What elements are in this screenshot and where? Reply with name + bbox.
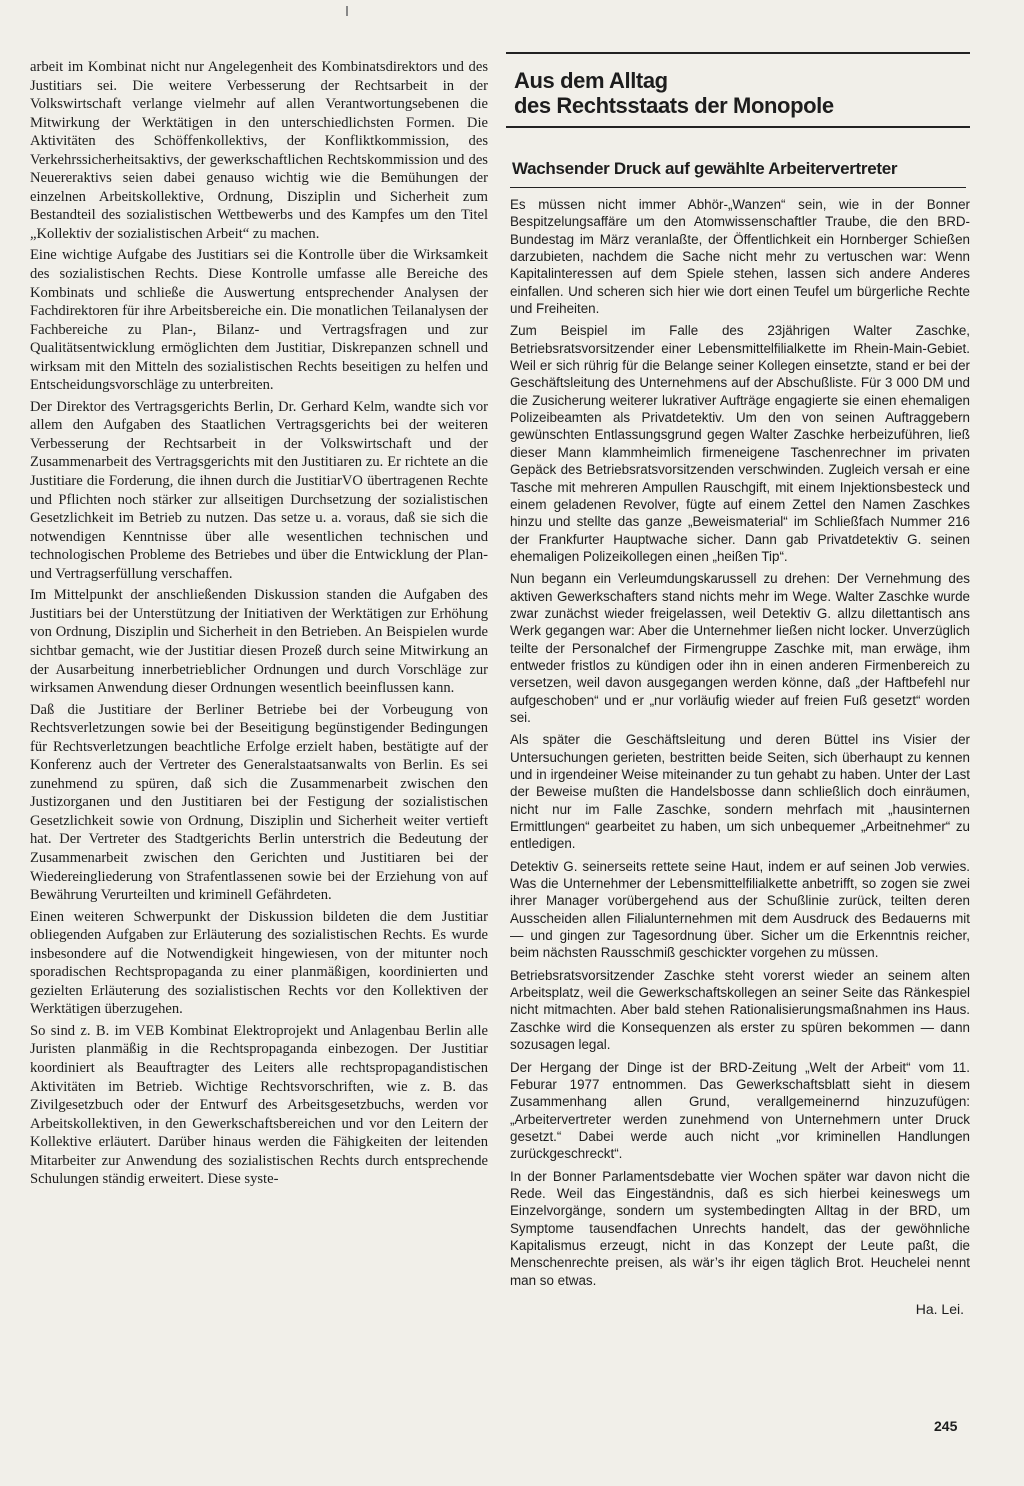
right-paragraph-5: Detektiv G. seinerseits rettete seine Haut, indem er auf seinen Job verwies. Was die Unternehmer der Lebensmittelfilialkette anbetrifft, so zogen sie zwei ihrer Manager vorübergehend aus der Schußlinie zurück, teilten deren Ausscheiden allen Filialunternehmen mit dem Ausdruck des Bedauerns mit — und gingen zur Tagesordnung über. Sicher um die Erkenntnis reicher, beim nächsten Rausschmiß geschickter vorgehen zu müssen.	[510, 858, 970, 961]
section-heading	[514, 68, 962, 118]
right-paragraph-8: In der Bonner Parlamentsdebatte vier Wochen später war davon nicht die Rede. Weil das Eingeständnis, daß es sich hierbei keineswegs um Einzelvorgänge, sondern um systembedingten Alltag in der BRD, um Symptome tausendfachen Unrechts handelt, das der gewöhnliche Kapitalismus erzeugt, nicht in das Konzept der Leute paßt, die Menschenrechte preisen, als wär’s ihr eigen täglich Brot. Heuchelei nennt man so etwas.	[510, 1168, 970, 1288]
right-paragraph-4: Als später die Geschäftsleitung und deren Büttel ins Visier der Untersuchungen gerieten, bestritten beide Seiten, sich überhaupt zu kennen und in irgendeiner Weise miteinander zu tun gehabt zu haben. Unter der Last der Beweise mußten die Handelsbosse dann schließlich doch einräumen, nicht nur im Falle Zaschke, sondern mehrfach mit „hausinternen Ermittlungen“ gearbeitet zu haben, um sich unbequemer „Arbeitnehmer“ zu entledigen.	[510, 732, 970, 852]
left-paragraph-4: Im Mittelpunkt der anschließenden Diskussion standen die Aufgaben des Justitiars bei der Unterstützung der Initiativen der Werktätigen zur Erhöhung von Ordnung, Disziplin und Sicherheit in den Betrieben. An Beispielen wurde sichtbar gemacht, wie der Justitiar diesen Prozeß durch seine Mitwirkung an der Ausarbeitung innerbetrieblicher Ordnungen und durch Vorschläge zur wirksamen Anwendung dieser Ordnungen wesentlich beeinflussen kann.	[30, 587, 488, 697]
scan-speck	[346, 6, 348, 16]
left-paragraph-7: So sind z. B. im VEB Kombinat Elektroprojekt und Anlagenbau Berlin alle Juristen planmäßig in die Rechtspropaganda einbezogen. Der Justitiar koordiniert als Beauftragter des Leiters alle rechtspropagandistischen Aktivitäten im Betrieb. Wichtige Rechtsvorschriften, wie z. B. das Zivilgesetzbuch oder der Entwurf des Arbeitsgesetzbuchs, werden vor Arbeitskollektiven, in den Gewerkschaftsbereichen und vor den Leitern der Kollektive erläutert. Darüber hinaus werden die Fähigkeiten der leitenden Mitarbeiter zur Anwendung des sozialistischen Rechts durch entsprechende Schulungen ständig erweitert. Diese syste-	[30, 1022, 488, 1188]
section-heading-line-1: Aus dem Alltag	[514, 68, 668, 93]
author-signature: Ha. Lei.	[915, 1300, 964, 1317]
left-paragraph-3: Der Direktor des Vertragsgerichts Berlin, Dr. Gerhard Kelm, wandte sich vor allem den Aufgaben des Staatlichen Vertragsgerichts bei der weiteren Verbesserung der Rechtsarbeit in der Volkswirtschaft und der Zusammenarbeit des Vertragsgerichts mit den Justitiaren zu. Er richtete an die Justitiare die Forderung, die ihnen durch die JustitiarVO übertragenen Rechte und Pflichten noch stärker zur allseitigen Durchsetzung der sozialistischen Gesetzlichkeit im Betrieb zu nutzen. Das setze u. a. voraus, daß sie sich die notwendigen Kenntnisse über alle wesentlichen technischen und technologischen Probleme des Betriebes und über die Entwicklung der Plan- und Vertragserfüllung verschaffen.	[30, 398, 488, 582]
left-paragraph-1: arbeit im Kombinat nicht nur Angelegenheit des Kombinatsdirektors und des Justitiars sei. Die weitere Verbesserung der Rechtsarbeit in der Volkswirtschaft verlange vielmehr auf allen Verantwortungsebenen die Mitwirkung der Werktätigen in den unterschiedlichsten Formen. Die Aktivitäten des Schöffenkollektivs, der Konfliktkommission, des Verkehrssicherheitsaktivs, der gewerkschaftlichen Rechtskommission und des Neuereraktivs seien dabei genauso wichtig wie die Bemühungen der einzelnen Arbeitskollektive, Ordnung, Disziplin und Sicherheit zum Bestandteil des sozialistischen Wettbewerbs und des Kampfes um den Titel „Kollektiv der sozialistischen Arbeit“ zu machen.	[30, 59, 488, 242]
article-title: Wachsender Druck auf gewählte Arbeitervertreter	[512, 159, 898, 178]
section-heading-line-2: des Rechtsstaats der Monopole	[514, 93, 834, 118]
left-paragraph-6: Einen weiteren Schwerpunkt der Diskussion bildeten die dem Justitiar obliegenden Aufgaben zur Erläuterung des sozialistischen Rechts. Es wurde insbesondere auf die Notwendigkeit hingewiesen, von der mitunter noch sporadischen Rechtspropaganda zu einer planmäßigen, koordinierten und gezielten Erläuterung des sozialistischen Rechts vor den Kollektiven der Werktätigen überzugehen.	[30, 908, 488, 1018]
page-number: 245	[934, 1418, 958, 1434]
right-paragraph-2: Zum Beispiel im Falle des 23jährigen Walter Zaschke, Betriebsratsvorsitzender einer Lebensmittelfilialkette im Rhein-Main-Gebiet. Weil er sich rührig für die Belange seiner Kollegen einsetzte, stand er bei der Geschäftsleitung des Unternehmens auf der Abschußliste. Für 3 000 DM und die Zusicherung weiterer lukrativer Aufträge engagierte sie einen ehemaligen Polizeibeamten als Privatdetektiv. Um den von seinen Auftraggebern gewünschten Entlassungsgrund gegen Walter Zaschke herbeizuführen, ließ dieser Mann klammheimlich firmeneigene Taschenrechner im privaten Gepäck des Betriebsratsvorsitzenden verschwinden. Zugleich versah er eine Tasche mit mehreren Ampullen Rauschgift, mit einem Injektionsbesteck und einem geladenen Revolver, fügte auf einem Zettel den Namen Zaschkes hinzu und stellte das ganze „Beweismaterial“ im Schließfach Nummer 216 der Frankfurter Hauptwache sicher. Dann gab Privatdetektiv G. seinen ehemaligen Polizeikollegen einen „heißen Tip“.	[510, 323, 970, 564]
title-rule	[510, 187, 966, 188]
right-paragraph-3: Nun begann ein Verleumdungskarussell zu drehen: Der Vernehmung des aktiven Gewerkschafters stand nichts mehr im Wege. Walter Zaschke wurde zwar zunächst wieder freigelassen, weil Detektiv G. allzu dilettantisch ans Werk gegangen war: Aber die Unternehmer ließen nicht locker. Unverzüglich teilte der Personalchef der Firmengruppe Zaschke mit, man erwäge, ihm entweder fristlos zu kündigen oder ihn in einen anderen Firmenbereich zu versetzen, weil davon ausgegangen werden könne, daß „der Haftbefehl nur aufgeschoben“ und er „nur vorläufig wieder auf freien Fuß gesetzt“ worden sei.	[510, 571, 970, 725]
right-paragraph-6: Betriebsratsvorsitzender Zaschke steht vorerst wieder an seinem alten Arbeitsplatz, weil die Gewerkschaftskollegen an seiner Seite das Ränkespiel nicht mitmachten. Aber bald stehen Rationalisierungsmaßnahmen ins Haus. Zaschke wird die Konsequenzen als erster zu spüren bekommen — dann sozusagen legal.	[510, 967, 970, 1053]
right-paragraph-7: Der Hergang der Dinge ist der BRD-Zeitung „Welt der Arbeit“ vom 11. Feburar 1977 entnommen. Das Gewerkschaftsblatt sieht in diesem Zusammenhang allen Grund, verallgemeinernd hinzuzufügen: „Arbeitervertreter werden zunehmend von Unternehmern unter Druck gesetzt.“ Dabei werde auch nicht „vor kriminellen Handlungen zurückgeschreckt“.	[510, 1059, 970, 1162]
right-paragraph-1: Es müssen nicht immer Abhör-„Wanzen“ sein, wie in der Bonner Bespitzelungsaffäre um den Atomwissenschaftler Traube, die den BRD-Bundestag im März veranlaßte, der Öffentlichkeit ein Hornberger Schießen darzubieten, nachdem die Sache nicht mehr zu vertuschen war: Wenn Kapitalinteressen auf dem Spiele stehen, lassen sich andere Anderes einfallen. Und scheren sich hier wie dort einen Teufel um bürgerliche Rechte und Freiheiten.	[510, 197, 970, 317]
left-column	[30, 58, 488, 1192]
left-paragraph-5: Daß die Justitiare der Berliner Betriebe bei der Vorbeugung von Rechtsverletzungen sowie bei der Beseitigung begünstigender Bedingungen für Rechtsverletzungen beachtliche Erfolge erzielt haben, bestätigte auf der Konferenz auch der Vertreter des Generalstaatsanwalts von Berlin. Es sei zunehmend zu spüren, daß sich die Zusammenarbeit zwischen den Justizorganen und den Justitiaren bei der Festigung der sozialistischen Gesetzlichkeit sowie von Ordnung, Disziplin und Sicherheit weiter vertieft hat. Der Vertreter des Stadtgerichts Berlin unterstrich die Bedeutung der Zusammenarbeit zwischen den Gerichten und Justitiaren bei der Wiedereingliederung von Strafentlassenen sowie bei der Erziehung von auf Bewährung Verurteilten und kriminell Gefährdeten.	[30, 701, 488, 904]
left-paragraph-2: Eine wichtige Aufgabe des Justitiars sei die Kontrolle über die Wirksamkeit des sozialistischen Rechts. Diese Kontrolle umfasse alle Bereiche des Kombinats und schließe die Auswertung entsprechender Analysen der Fachdirektoren für ihre Arbeitsbereiche ein. Die monatlichen Teilanalysen der Fachbereiche zu Plan-, Bilanz- und Vertragsfragen und zur Qualitätsentwicklung ermöglichten dem Justitiar, Diskrepanzen schnell und wirksam mit den Mitteln des sozialistischen Rechts beseitigen zu helfen und Entscheidungsvorschläge zu unterbreiten.	[30, 247, 488, 394]
section-heading-box	[506, 52, 970, 128]
right-column	[506, 52, 970, 1317]
